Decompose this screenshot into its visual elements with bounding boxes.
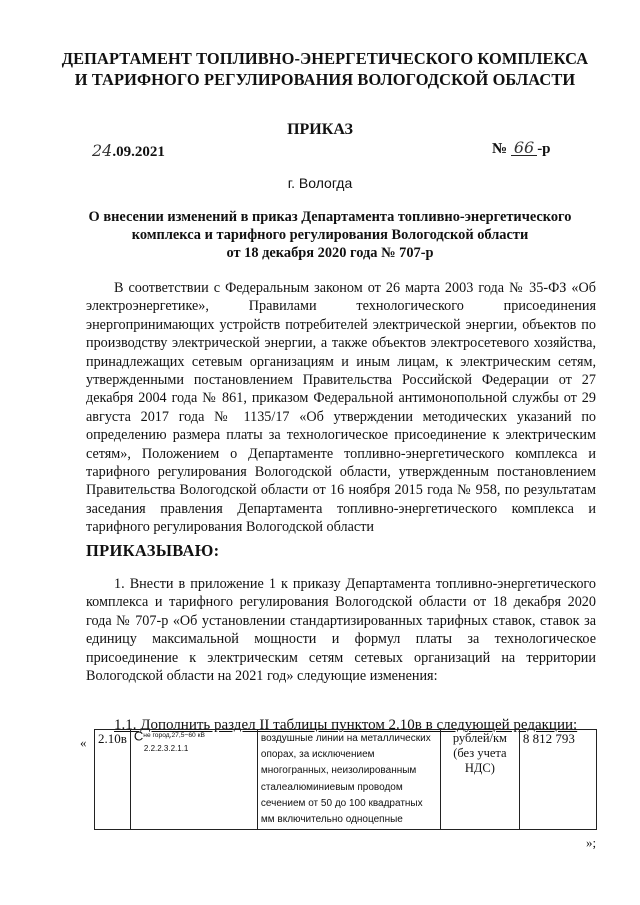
item-1-text: 1. Внести в приложение 1 к приказу Департамента топливно-энергетического комплекса и тарифного регулирования Вологодской области от 18 декабря 2020 года № 707-р «Об установлении стандартизированных тарифных ставок, ставок за единицу максимальной мощности и формул платы за технологическое присоединение к электрическим сетям сетевых организаций на территории Вологодской области на 2021 год» следующие изменения:	[86, 576, 596, 685]
code-superscript: не город,27,5−60 кВ	[143, 732, 205, 739]
number-prefix: №	[492, 141, 508, 157]
row-number: 2.10в	[95, 730, 131, 830]
date-day-handwritten: 24	[92, 141, 113, 160]
item-1-paragraph	[86, 575, 596, 685]
subject-line-2: комплекса и тарифного регулирования Вологодской области	[131, 227, 529, 243]
subject-line-1: О внесении изменений в приказ Департамента топливно-энергетического	[88, 209, 572, 225]
order-number	[492, 138, 551, 158]
line-description: воздушные линии на металлических опорах, за исключением многогранных, неизолированным сталеалюминиевым проводом сечением от 50 до 100 квадратных мм включительно одноцепные	[257, 730, 440, 830]
department-line-2: И ТАРИФНОГО РЕГУЛИРОВАНИЯ ВОЛОГОДСКОЙ ОБЛАСТИ	[74, 70, 576, 89]
table-open-quote: «	[80, 735, 87, 750]
order-subject	[70, 208, 590, 262]
rate-code	[130, 730, 257, 830]
table-close-quote: »;	[586, 835, 597, 850]
preamble-paragraph	[86, 279, 596, 537]
city: г. Вологда	[287, 175, 353, 191]
tariff-table	[94, 729, 597, 830]
table-row	[95, 730, 597, 830]
order-word: ПРИКАЗЫВАЮ:	[86, 541, 220, 560]
order-title: ПРИКАЗ	[287, 121, 353, 138]
department-line-1: ДЕПАРТАМЕНТ ТОПЛИВНО-ЭНЕРГЕТИЧЕСКОГО КОМПЛЕКСА	[61, 49, 589, 68]
unit: рублей/км (без учета НДС)	[440, 730, 519, 830]
preamble-text: В соответствии с Федеральным законом от 26 марта 2003 года № 35-ФЗ «Об электроэнергетике», Правилами технологического присоединения энергопринимающих устройств потребителей электрической энергии, объектов по производству электрической энергии, а также объектов электросетевого хозяйства, принадлежащих сетевым организациям и иным лицам, к электрическим сетям, утвержденными постановлением Правительства Российской Федерации от 27 декабря 2004 года № 861, приказом Федеральной антимонопольной службы от 29 августа 2017 года № 1135/17 «Об утверждении методических указаний по определению размера платы за технологическое присоединение к электрическим сетям», Положением о Департаменте топливно-энергетического комплекса и тарифного регулирования Вологодской области, утвержденным постановлением Правительства Вологодской области от 16 ноября 2015 года № 958, по результатам заседания правления Департамента топливно-энергетического комплекса и тарифного регулирования Вологодской области	[86, 280, 596, 536]
order-date	[92, 141, 165, 161]
date-rest: .09.2021	[112, 144, 165, 160]
number-suffix: -р	[537, 141, 551, 157]
code-subscript: 2.2.2.3.2.1.1	[143, 743, 189, 753]
number-handwritten: 66	[511, 141, 537, 156]
subject-line-3: от 18 декабря 2020 года № 707-р	[226, 245, 434, 261]
item-1-1-text: 1.1. Дополнить раздел II таблицы пунктом 2.10в в следующей редакции:	[114, 717, 578, 733]
code-letter: C	[133, 728, 144, 744]
rate-value: 8 812 793	[519, 730, 596, 830]
department-header	[60, 48, 590, 90]
